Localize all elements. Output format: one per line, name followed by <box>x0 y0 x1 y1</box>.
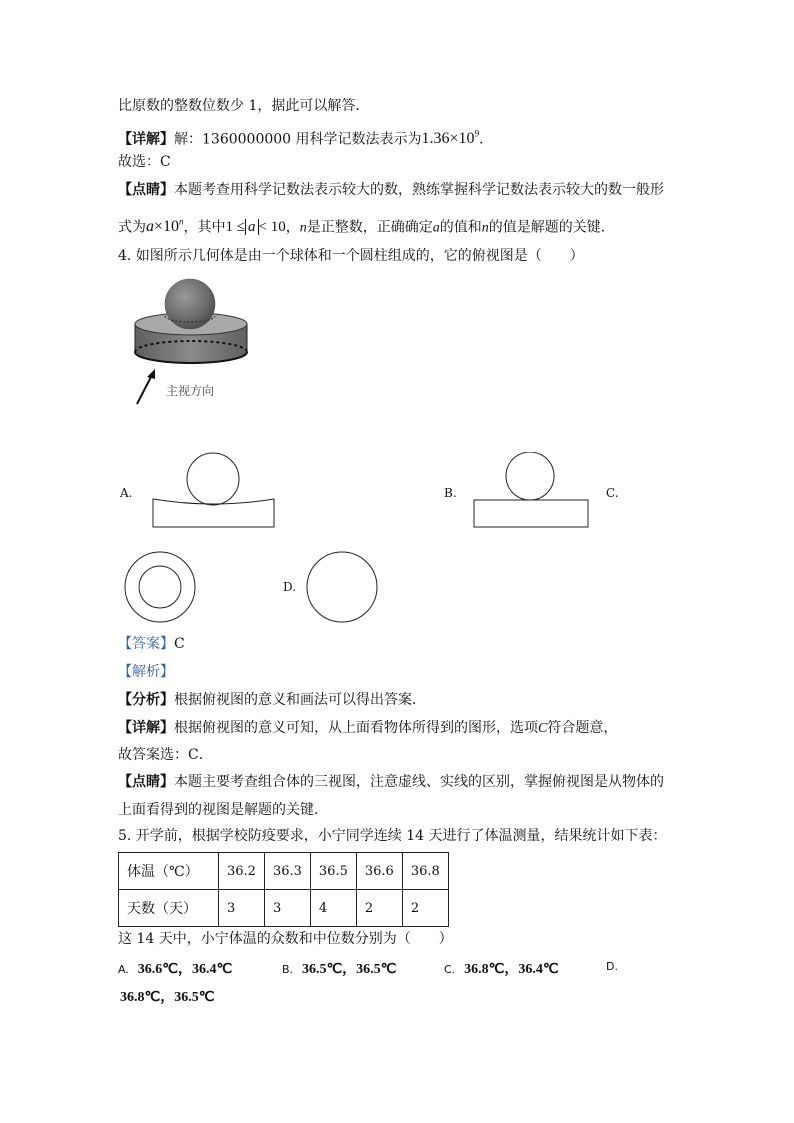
table-cell: 2 <box>356 890 402 927</box>
q3-comment-1: 【点睛】本题考查用科学记数法表示较大的数，熟练掌握科学记数法表示较大的数一般形 <box>118 182 664 198</box>
comment-tag: 【点睛】 <box>118 182 174 198</box>
q4-analyze: 【分析】根据俯视图的意义和画法可以得出答案． <box>118 692 426 708</box>
q3-choice: 故选：C <box>118 154 171 170</box>
option-d-figure <box>304 550 380 626</box>
q5-question: 这 14 天中，小宁体温的众数和中位数分别为（ ） <box>118 931 453 947</box>
q5-option-d-label: D. <box>606 960 618 973</box>
q4-comment-2: 上面看得到的视图是解题的关键． <box>118 802 328 818</box>
q4-option-d-label: D. <box>283 580 297 594</box>
table-row <box>119 890 449 927</box>
option-a-curved-rect <box>153 499 274 527</box>
table-cell: 36.6 <box>356 853 402 890</box>
table-header-temp: 体温（℃） <box>119 853 219 890</box>
option-b-figure <box>472 452 592 532</box>
detail-text: 解：1360000000 用科学记数法表示为 <box>174 131 422 148</box>
view-direction-label: 主视方向 <box>166 384 215 398</box>
sphere <box>165 279 215 329</box>
q4-option-b-label: B. <box>444 486 457 500</box>
option-c-outer-circle <box>125 552 195 622</box>
q4-detail: 【详解】根据俯视图的意义可知，从上面看物体所得到的图形，选项C符合题意， <box>118 720 618 736</box>
option-c-inner-circle <box>139 566 181 608</box>
option-d-circle <box>307 552 377 622</box>
option-c-figure <box>122 550 198 626</box>
answer-tag: 【答案】 <box>118 636 174 652</box>
q4-choice: 故答案选：C． <box>118 747 213 763</box>
view-arrow <box>137 375 152 404</box>
q4-comment-1: 【点睛】本题主要考查组合体的三视图，注意虚线、实线的区别，掌握俯视图是从物体的 <box>118 774 664 790</box>
arrow-head <box>147 369 155 379</box>
table-header-days: 天数（天） <box>119 890 219 927</box>
table-cell: 36.8 <box>402 853 448 890</box>
table-cell: 2 <box>402 890 448 927</box>
q4-answer: 【答案】C <box>118 636 185 652</box>
table-cell: 4 <box>310 890 356 927</box>
table-cell: 36.3 <box>264 853 310 890</box>
option-b-circle <box>506 452 554 500</box>
sci-notation: $1.36\times 10^9$ <box>421 129 480 148</box>
q3-comment-2: 式为$a\times 10^n$，其中1 ≤ a < 10，n是正整数，正确确定a的值和n的值是解题的关键． <box>118 217 615 236</box>
q5-option-a: A. 36.6℃，36.4℃ <box>118 962 233 977</box>
option-b-rect <box>474 500 588 527</box>
table-cell: 36.2 <box>219 853 265 890</box>
q4-option-a-label: A. <box>120 486 133 500</box>
q5-option-b: B. 36.5℃，36.5℃ <box>282 962 397 977</box>
q5-option-d-value: 36.8℃，36.5℃ <box>120 990 215 1005</box>
q4-analysis-tag: 【解析】 <box>118 664 174 680</box>
temperature-table <box>118 852 449 927</box>
table-cell: 3 <box>219 890 265 927</box>
option-a-circle <box>187 453 239 505</box>
detail-tag: 【详解】 <box>118 131 174 148</box>
table-cell: 3 <box>264 890 310 927</box>
q5-stem: 5. 开学前，根据学校防疫要求，小宁同学连续 14 天进行了体温测量，结果统计如下表： <box>118 828 667 844</box>
q3-line-1: 比原数的整数位数少 1，据此可以解答． <box>118 98 370 114</box>
table-row <box>119 853 449 890</box>
q5-option-c: C. 36.8℃，36.4℃ <box>444 962 559 977</box>
table-cell: 36.5 <box>310 853 356 890</box>
q4-option-c-label: C. <box>606 486 619 500</box>
option-a-figure <box>150 452 280 532</box>
q4-stem: 4. 如图所示几何体是由一个球体和一个圆柱组成的，它的俯视图是（ ） <box>118 248 584 264</box>
q3-detail: 【详解】解：1360000000 用科学记数法表示为$1.36\times 10^9$． <box>118 129 494 148</box>
